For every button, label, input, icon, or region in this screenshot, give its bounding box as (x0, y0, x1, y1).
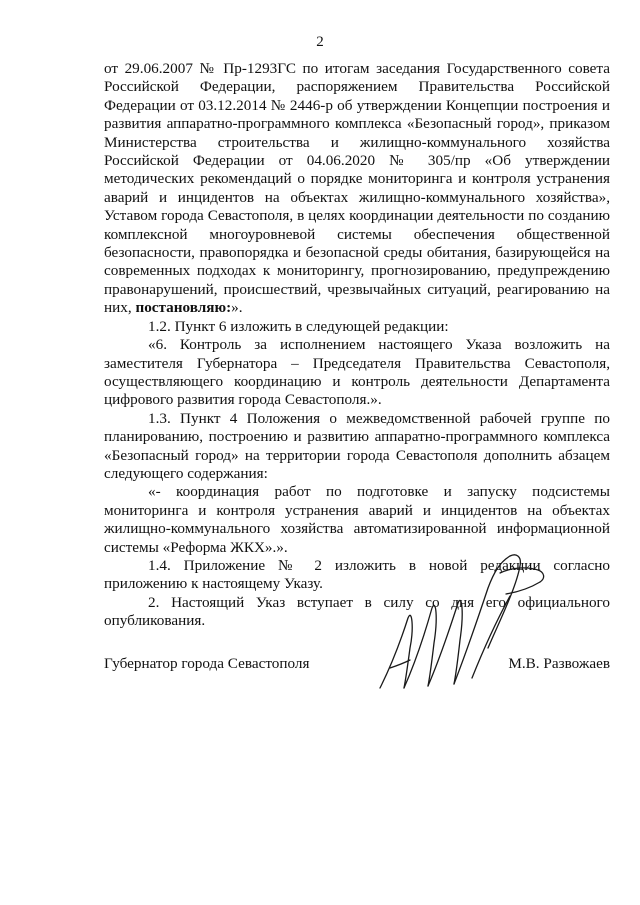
signature-block (104, 655, 610, 679)
document-body (104, 60, 610, 631)
handwritten-signature (360, 548, 560, 708)
paragraph-item-1-2: 1.2. Пункт 6 изложить в следующей редакции: (148, 317, 449, 335)
decree-word: постановляю: (135, 299, 232, 317)
preamble-text: от 29.06.2007 № Пр-1293ГС по итогам заседания Государственного совета Российской Федерации, распоряжением Правительства Российской Федерации от 03.12.2014 № 2446-р об утверждении Концепции построения и развития аппаратно-программного комплекса «Безопасный город», приказом Министерства строительства и жилищно-коммунального хозяйства Российской Федерации от 04.06.2020 № 305/пр «Об утверждении методических рекомендаций о порядке мониторинга и контроля устранения аварий и инцидентов на объектах жилищно-коммунального хозяйства», Уставом города Севастополя, в целях координации деятельности по созданию комплексной многоуровневой системы обеспечения общественной безопасности, правопорядка и безопасной среды обитания, базирующейся на современных подходах к мониторингу, прогнозированию, предупреждению правонарушений, происшествий, чрезвычайных ситуаций, реагированию на них, (104, 60, 610, 317)
paragraph-item-1-3: 1.3. Пункт 4 Положения о межведомственной рабочей группе по планированию, построению и развитию аппаратно-программного комплекса «Безопасный город» на территории города Севастополя дополнить абзацем следующего содержания: (104, 409, 610, 482)
paragraph-preamble-continued (104, 60, 610, 318)
paragraph-item-6-text: «6. Контроль за исполнением настоящего Указа возложить на заместителя Губернатора – Председателя Правительства Севастополя, осуществляющего координацию и контроль деятельности Департамента цифрового развития города Севастополя.». (104, 336, 610, 409)
signer-position: Губернатор города Севастополя (104, 655, 310, 672)
preamble-tail: ». (231, 299, 243, 317)
paragraph-item-1-4: 1.4. Приложение № 2 изложить в новой редакции согласно приложению к настоящему Указу. (104, 556, 610, 593)
page-number: 2 (316, 34, 324, 50)
paragraph-item-2: 2. Настоящий Указ вступает в силу со дня его официального опубликования. (104, 593, 610, 630)
paragraph-new-clause: «- координация работ по подготовке и запуску подсистемы мониторинга и контроля устранения аварий и инцидентов на объектах жилищно-коммунального хозяйства автоматизированной информационной системы «Реформа ЖКХ».». (104, 483, 610, 556)
signer-name: М.В. Развожаев (508, 655, 610, 672)
